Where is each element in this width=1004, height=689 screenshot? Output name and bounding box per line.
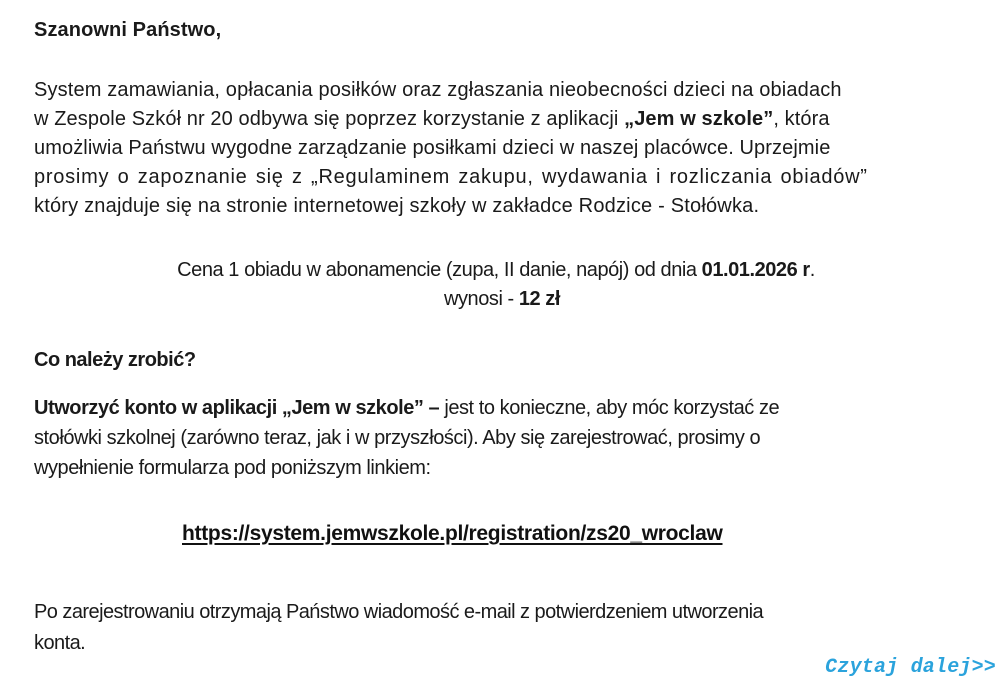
registration-link[interactable]: https://system.jemwszkole.pl/registration/zs20_wroclaw [182,522,723,545]
price-period: . [809,259,815,281]
app-name-bold: „Jem w szkole” [624,108,774,130]
intro-line-2-text: w Zespole Szkół nr 20 odbywa się poprzez korzystanie z aplikacji [34,108,625,130]
price-line-1 [0,256,998,284]
instruction-line-2: stołówki szkolnej (zarówno teraz, jak i w przyszłości). Aby się zarejestrować, prosimy o [34,427,761,449]
intro-line-1: System zamawiania, opłacania posiłków oraz zgłaszania nieobecności dzieci na obiadach [34,79,842,101]
price-description: Cena 1 obiadu w abonamencie (zupa, II danie, napój) od dnia [177,259,702,281]
confirmation-line-2: konta. [34,632,86,654]
intro-line-4: prosimy o zapoznanie się z „Regulaminem zakupu, wydawania i rozliczania obiadów” [34,166,868,188]
registration-link-container [182,520,723,548]
instruction-line-1-tail: jest to konieczne, aby móc korzystać ze [439,397,780,419]
confirmation-line-1: Po zarejestrowaniu otrzymają Państwo wiadomość e-mail z potwierdzeniem utworzenia [34,601,764,623]
intro-line-2 [34,105,830,133]
price-amount: 12 zł [518,288,560,310]
read-more-link[interactable]: Czytaj dalej>> [825,656,996,679]
intro-line-3: umożliwia Państwu wygodne zarządzanie posiłkami dzieci w naszej placówce. Uprzejmie [34,137,831,159]
price-label: wynosi - [444,288,519,310]
greeting: Szanowni Państwo, [34,19,222,41]
instruction-bold: Utworzyć konto w aplikacji „Jem w szkole” – [34,397,440,419]
intro-line-2-tail: , która [773,108,830,130]
instruction-line-1 [34,394,779,422]
intro-line-5: który znajduje się na stronie internetowej szkoły w zakładce Rodzice - Stołówka. [34,195,760,217]
price-line-2 [0,285,1004,313]
section-heading: Co należy zrobić? [34,349,196,371]
instruction-line-3: wypełnienie formularza pod poniższym linkiem: [34,457,431,479]
price-effective-date: 01.01.2026 r [701,259,810,281]
